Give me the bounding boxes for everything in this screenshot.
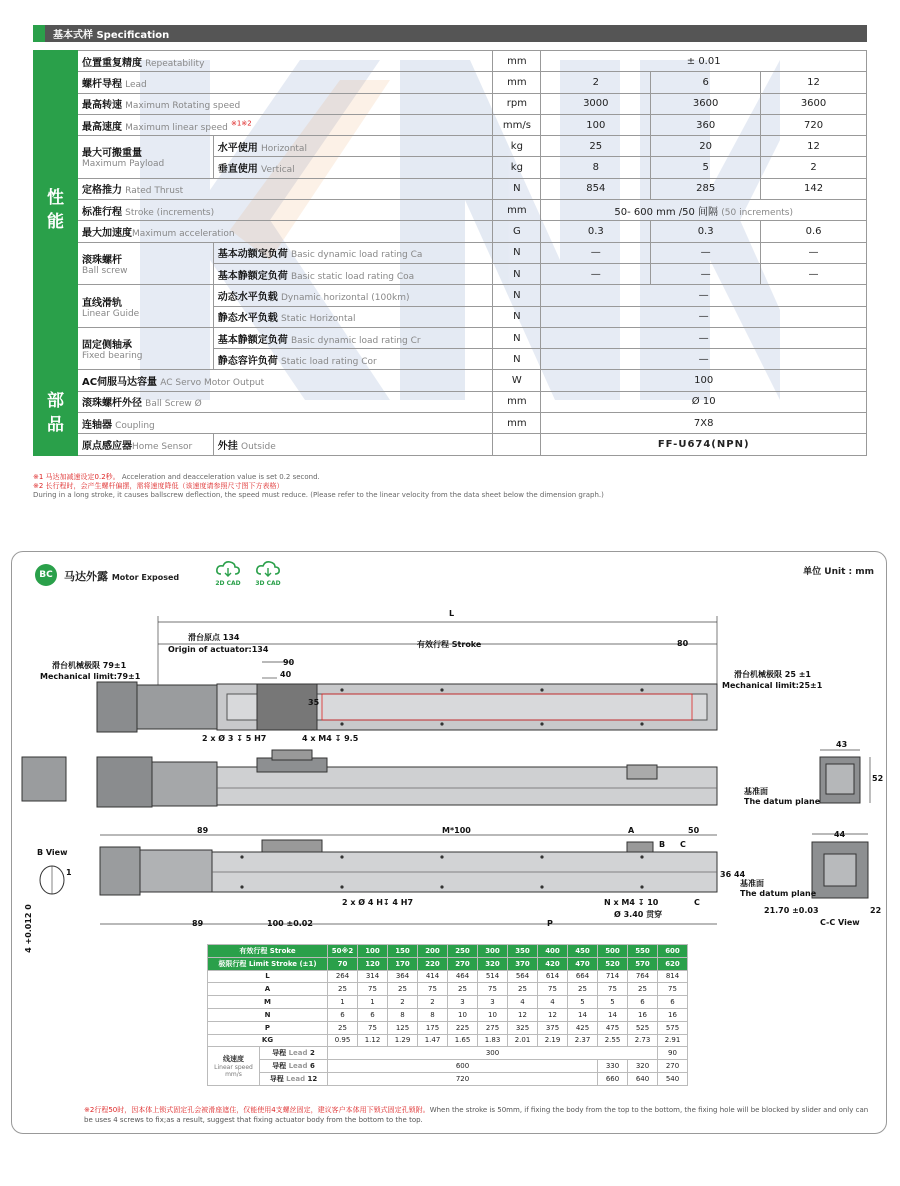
row-ballscrew-ca: 滚珠螺杆 Ball screw 基本动额定负荷 Basic dynamic load rating Ca N — — — <box>34 242 867 263</box>
dim-origin-cn: 滑台原点 134 <box>188 633 240 642</box>
dim-44-h: 44 <box>834 830 846 839</box>
dim-row-P: P 25 75 125 175 225 275 325 375 425 475 525 575 <box>208 1021 688 1034</box>
dimension-table <box>207 944 688 1086</box>
row-lead: 螺杆导程 Lead mm 2 6 12 <box>34 72 867 93</box>
row-thrust: 定格推力 Rated Thrust N 854 285 142 <box>34 178 867 199</box>
dim-tolerance: 4 +0.012 0 <box>23 904 33 953</box>
dim-21-70: 21.70 ±0.03 <box>764 906 819 915</box>
dim-89-bottom: 89 <box>192 919 204 928</box>
row-ballscrew-coa: 基本静额定负荷 Basic static load rating Coa N — — — <box>34 263 867 284</box>
dim-row-stroke: 有效行程 Stroke 50※2 100 150 200 250 300 350 400 450 500 550 600 <box>208 945 688 958</box>
row-max-speed: 最高速度 Maximum linear speed $^{※1※2}$ mm/s 100 360 720 <box>34 114 867 135</box>
side-performance: 性 能 <box>34 51 78 370</box>
dim-100: 100 ±0.02 <box>267 919 313 928</box>
row-acceleration: 最大加速度Maximum acceleration G 0.3 0.3 0.6 <box>34 221 867 242</box>
row-bearing-cr: 固定侧轴承 Fixed bearing 基本静额定负荷 Basic dynamic load rating Cr N — <box>34 327 867 348</box>
row-bearing-cor: 静态容许负荷 Static load rating Cor N — <box>34 349 867 370</box>
spec-title: 基本式样 Specification <box>53 30 170 41</box>
spec-notes: ※1 马达加减速设定0.2秒。 Acceleration and deacceleration value is set 0.2 second. ※2 长行程时，会产生螺杆偏摆，需将速度降低（该速度请参照尺寸图下方表格） During in a long stroke, it causes ballscrew deflection, the speed must reduce. (Please refer to the linear velocity from the data sheet below the dimension graph.) <box>33 473 604 499</box>
dim-hole-pin-bottom: 2 x Ø 4 H↧ 4 H7 <box>342 898 414 907</box>
drawing-footnote: ※2行程50时，因本体上锁式固定孔会被滑座遮住，仅能使用4支螺丝固定，建议客户本体用下锁式固定孔锁附。When the stroke is 50mm, if fixing the body from the top to the bottom, the fixing hole will be blocked by slider and only can be uses 4 screws to fix;as a result, suggest that fixing actuator body from the bottom to the top. <box>84 1106 869 1124</box>
dim-50: 50 <box>688 826 700 835</box>
dim-datum1-en: The datum plane <box>744 797 821 806</box>
dim-row-limit: 极限行程 Limit Stroke (±1) 70 120 170 220 270 320 370 420 470 520 570 620 <box>208 957 688 970</box>
unit-label: 单位 Unit : mm <box>803 567 874 577</box>
speed-row-lead-6: 导程 Lead 6 600 330 320 270 <box>208 1060 688 1073</box>
dim-C-bottom: C <box>694 898 700 907</box>
row-guide-static: 静态水平负载 Static Horizontal N — <box>34 306 867 327</box>
drawing-title: 马达外露 Motor Exposed <box>64 570 180 583</box>
dim-hole-tap-bottom: N x M4 ↧ 10 <box>604 898 659 907</box>
row-max-rpm: 最高转速 Maximum Rotating speed rpm 3000 3600 3600 <box>34 93 867 114</box>
model-badge: BC <box>35 564 57 586</box>
dim-52: 52 <box>872 774 884 783</box>
dim-1: 1 <box>66 868 72 877</box>
row-repeatability: 性 能 位置重复精度 Repeatability mm ± 0.01 <box>34 51 867 72</box>
dim-datum1-cn: 基准面 <box>744 787 768 796</box>
header-accent <box>33 25 45 42</box>
dim-89-top: 89 <box>197 826 209 835</box>
row-payload-vertical: 垂直使用 Vertical kg 8 5 2 <box>34 157 867 178</box>
row-motor: 部 品 AC伺服马达容量 AC Servo Motor Output W 100 <box>34 370 867 391</box>
dim-90: 90 <box>283 658 295 667</box>
dim-stroke: 有效行程 Stroke <box>417 640 482 649</box>
dim-mech-left-en: Mechanical limit:79±1 <box>40 672 141 681</box>
speed-row-lead-12: 导程 Lead 12 720 660 640 540 <box>208 1072 688 1085</box>
spec-header <box>33 25 867 42</box>
label-cc-view: C-C View <box>820 918 860 927</box>
cad-3d-icon[interactable]: 3D CAD <box>252 560 284 587</box>
dim-m100: M*100 <box>442 826 471 835</box>
row-coupling: 连轴器 Coupling mm 7X8 <box>34 413 867 434</box>
dim-mech-right-en: Mechanical limit:25±1 <box>722 681 823 690</box>
dim-43: 43 <box>836 740 848 749</box>
dim-40: 40 <box>280 670 292 679</box>
spec-table <box>33 50 867 456</box>
dim-P: P <box>547 919 553 928</box>
dim-36: 36 <box>720 870 732 879</box>
dim-row-KG: KG 0.95 1.12 1.29 1.47 1.65 1.83 2.01 2.19 2.37 2.55 2.73 2.91 <box>208 1034 688 1047</box>
dim-B: B <box>659 840 666 849</box>
side-parts: 部 品 <box>34 370 78 455</box>
dim-hole-through: Ø 3.40 贯穿 <box>614 910 663 919</box>
row-stroke: 标准行程 Stroke (increments) mm 50- 600 mm /50 间隔 (50 increments) <box>34 200 867 221</box>
dim-22: 22 <box>870 906 882 915</box>
dim-datum2-en: The datum plane <box>740 889 817 898</box>
dim-row-N: N 6 6 8 8 10 10 12 12 14 14 16 16 <box>208 1008 688 1021</box>
drawing-panel <box>11 551 887 1134</box>
dim-C-top: C <box>680 840 686 849</box>
dim-origin-en: Origin of actuator:134 <box>168 645 269 654</box>
dim-hole-tap: 4 x M4 ↧ 9.5 <box>302 734 359 743</box>
dim-row-M: M 1 1 2 2 3 3 4 4 5 5 6 6 <box>208 996 688 1009</box>
cad-2d-icon[interactable]: 2D CAD <box>212 560 244 587</box>
label-b-view: B View <box>37 848 68 857</box>
speed-row-lead-2: 线速度 Linear speed mm/s 导程 Lead 2 300 90 <box>208 1047 688 1060</box>
dim-mech-left-cn: 滑台机械极限 79±1 <box>52 661 127 670</box>
dim-hole-pin: 2 x Ø 3 ↧ 5 H7 <box>202 734 267 743</box>
dim-row-A: A 25 75 25 75 25 75 25 75 25 75 25 75 <box>208 983 688 996</box>
dim-mech-right-cn: 滑台机械极限 25 ±1 <box>734 670 811 679</box>
dim-row-L: L 264 314 364 414 464 514 564 614 664 714 764 814 <box>208 970 688 983</box>
dim-80: 80 <box>677 639 689 648</box>
row-guide-dynamic: 直线滑轨 Linear Guide 动态水平负载 Dynamic horizontal (100km) N — <box>34 285 867 306</box>
dim-datum2-cn: 基准面 <box>740 879 764 888</box>
dim-A: A <box>628 826 635 835</box>
dim-35: 35 <box>308 698 320 707</box>
row-home-sensor: 原点感应器Home Sensor 外挂 Outside FF-U674(NPN) <box>34 434 867 455</box>
row-screw-diameter: 滚珠螺杆外径 Ball Screw Ø mm Ø 10 <box>34 391 867 412</box>
dim-44-v: 44 <box>734 870 746 879</box>
dim-L: L <box>449 609 455 618</box>
row-payload-horizontal: 最大可搬重量 Maximum Payload 水平使用 Horizontal kg 25 20 12 <box>34 136 867 157</box>
